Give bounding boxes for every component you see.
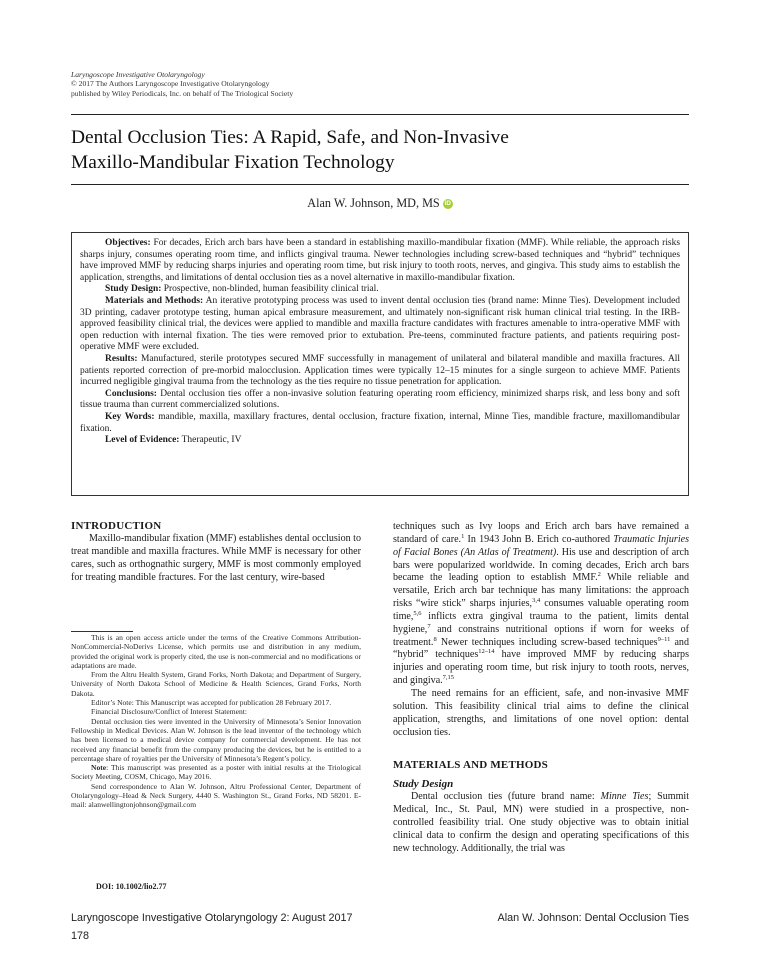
text-span: Dental occlusion ties (future brand name: (411, 791, 601, 803)
journal-masthead (71, 70, 293, 98)
text-span: In 1943 John B. Erich co-authored (464, 533, 614, 545)
footnote-rule (71, 631, 133, 632)
author-name: Alan W. Johnson, MD, MS (307, 196, 440, 210)
abstract-evidence (80, 435, 680, 447)
abstract-design (80, 284, 680, 296)
design-text: Prospective, non-blinded, human feasibility clinical trial. (163, 284, 379, 295)
citation-ref[interactable]: 12–14 (478, 648, 495, 656)
journal-name: Laryngoscope Investigative Otolaryngology (71, 70, 205, 79)
methods-text: An iterative prototyping process was used to invent dental occlusion ties (brand name: Minne Ties). Development included 3D printing, cadaver prototype testing, human apical embrasure measurement, and ultimately non-significant risk human clinical trial testing. In the IRB-approved feasibility clinical trial, the devices were applied to mandible and maxilla fracture candidates with fractures amenable to intra-operative MMF with open reduction with internal fixation. The ties were removed prior to extubation. Pre-teens, comminuted fracture patients, and patients requiring post-operative MMF were excluded. (80, 295, 681, 353)
intro-continued-paragraph (393, 521, 689, 688)
text-span: . His use and description of arch bars were popularized worldwide. In coming decades, Erich arch bars became the leading option to establish MMF. (393, 546, 689, 584)
methods-heading: MATERIALS AND METHODS (393, 759, 548, 772)
footnote-editor-note: Editor’s Note: This Manuscript was accepted for publication 28 February 2017. (91, 698, 332, 708)
objectives-label: Objectives: (105, 238, 151, 248)
citation-ref[interactable]: 1 (461, 532, 465, 540)
text-span: and constrains nutritional options if worn for weeks of treatment. (393, 623, 689, 648)
text-span: have improved MMF by reducing sharps injuries and operating room time, but risk injury to tooth roots, nerves, and gingiva. (393, 649, 689, 687)
footnotes (71, 633, 361, 810)
doi-line[interactable]: DOI: 10.1002/lio2.77 (96, 882, 167, 891)
text-span: Newer techniques including screw-based techniques (436, 636, 658, 648)
citation-ref[interactable]: 9–11 (657, 635, 671, 643)
objectives-text: For decades, Erich arch bars have been a standard in establishing maxillo-mandibular fixation (MMF). While reliable, the approach risks sharps injury, consumes operating room time, and inflicts gingival trauma. Newer technologies including screw-based techniques and “hybrid” techniques have improved MMF by reducing sharps injuries and operating room time, but risk injury to tooth roots, nerves, and gingiva. This study aims to establish the application, strengths, and limitations of dental occlusion ties as a novel alternative in maxillo-mandibular fixation. (80, 238, 680, 283)
footnote-note (71, 763, 361, 782)
abstract-objectives (80, 238, 680, 284)
orcid-icon[interactable]: iD (444, 200, 451, 207)
abstract-methods (80, 296, 680, 354)
methods-label: Materials and Methods: (105, 295, 204, 306)
design-label: Study Design: (105, 284, 162, 295)
footnote-disclosure-title: Financial Disclosure/Conflict of Interest Statement: (91, 707, 247, 717)
abstract-keywords (80, 412, 680, 435)
results-text: Manufactured, sterile prototypes secured MMF successfully in management of unilateral and bilateral mandible and maxilla fractures. All patients reported correction of pre-morbid malocclusion. Application times were typically 12–15 minutes for a single surgeon to achieve MMF. Patients incurred negligible gingival trauma from the technology as the ties require no tissue penetration for application. (80, 353, 680, 388)
text-span: techniques such as Ivy loops and Erich arch bars have remained a standard of care. (393, 521, 689, 545)
citation-ref[interactable]: 5,6 (413, 609, 422, 617)
study-design-heading: Study Design (393, 778, 454, 791)
note-text: : This manuscript was presented as a poster with initial results at the Triological Society Meeting, COSM, Chicago, May 2016. (71, 763, 361, 782)
text-span: While reliable and versatile, Erich arch bar technique has many limitations: the approach risks “wire stick” sharps injuries, (393, 572, 690, 610)
footnote-license: This is an open access article under the terms of the Creative Commons Attribution-NonCommercial-NoDerivs License, which permits use and distribution in any medium, provided the original work is properly cited, the use is non-commercial and no modifications or adaptations are made. (71, 633, 361, 670)
conclusions-text: Dental occlusion ties offer a non-invasive solution featuring operating room efficiency, minimized sharps risk, and less bony and soft tissue trauma than current commercialized solutions. (80, 388, 680, 411)
evidence-label: Level of Evidence: (105, 435, 180, 446)
text-span: inflicts extra gingival trauma to the patient, limits dental hygiene, (393, 610, 689, 635)
abstract-box (71, 232, 689, 496)
book-title: Traumatic Injuries of Facial Bones (An Atlas of Treatment) (393, 533, 689, 558)
footer-running-title: Alan W. Johnson: Dental Occlusion Ties (497, 912, 689, 924)
footnote-correspondence[interactable]: Send correspondence to Alan W. Johnson, Altru Professional Center, Department of Otolaryngology–Head & Neck Surgery, 4440 S. Washington St., Grand Forks, ND 58201. E-mail: alanwellingtonjohnson@gmail.com (71, 781, 361, 810)
abstract-results (80, 354, 680, 389)
publisher-line: published by Wiley Periodicals, Inc. on behalf of The Triological Society (71, 88, 294, 98)
citation-ref[interactable]: 3,4 (532, 597, 541, 605)
evidence-text: Therapeutic, IV (181, 435, 242, 446)
text-span: consumes valuable operating room time, (393, 598, 689, 622)
conclusions-label: Conclusions: (105, 388, 157, 399)
top-rule (71, 114, 689, 115)
introduction-heading: INTRODUCTION (71, 520, 162, 532)
need-paragraph: The need remains for an efficient, safe, and non-invasive MMF solution. This feasibility clinical trial aims to define the clinical application, strengths, and limitations of one novel option: dental occlusion ties. (393, 687, 689, 738)
citation-ref[interactable]: 2 (597, 571, 601, 579)
page-number: 178 (71, 930, 90, 942)
footnote-affiliation: From the Altru Health System, Grand Forks, North Dakota; and Department of Surgery, University of North Dakota School of Medicine & Health Sciences, Grand Forks, North Dakota. (71, 670, 361, 698)
left-column (71, 519, 361, 584)
citation-ref[interactable]: 7 (427, 622, 431, 630)
title-line-2: Maxillo-Mandibular Fixation Technology (71, 151, 395, 173)
author-line (0, 196, 760, 211)
study-design-paragraph (393, 791, 689, 855)
citation-ref[interactable]: 7,15 (442, 674, 455, 682)
footer-journal: Laryngoscope Investigative Otolaryngology 2: August 2017 (71, 912, 353, 924)
title-line-1: Dental Occlusion Ties: A Rapid, Safe, and Non-Invasive (71, 127, 509, 148)
keywords-text: mandible, maxilla, maxillary fractures, dental occlusion, fracture fixation, internal, Minne Ties, mandible fracture, maxillomandibular fixation. (80, 411, 681, 434)
citation-ref[interactable]: 8 (433, 635, 437, 643)
keywords-label: Key Words: (105, 411, 155, 422)
article-title (71, 126, 691, 175)
text-span: and “hybrid” techniques (393, 636, 689, 661)
note-label: Note (91, 763, 107, 773)
title-rule (71, 184, 689, 185)
copyright-line: © 2017 The Authors Laryngoscope Investigative Otolaryngology (71, 79, 270, 89)
abstract-conclusions (80, 389, 680, 412)
spacer (393, 739, 689, 758)
right-column (393, 521, 689, 856)
results-label: Results: (105, 353, 138, 364)
intro-paragraph: Maxillo-mandibular fixation (MMF) establishes dental occlusion to treat mandible and maxilla fractures. While MMF is necessary for other cares, such as orthognathic surgery, MMF is most commonly employed for treating mandible fractures. For the last century, wire-based (71, 533, 361, 583)
brand-name: Minne Ties (600, 791, 649, 803)
footnote-disclosure: Dental occlusion ties were invented in the University of Minnesota’s Senior Innovation Fellowship in Medical Devices. Alan W. Johnson is the lead inventor of the technology which has been licensed to a medical device company for commercial development. He has not received any financial benefit from the company producing the devices, but he is entitled to a percentage share of royalties per the University of Minnesota’s Regent’s policy. (71, 716, 361, 763)
text-span: ; Summit Medical, Inc., St. Paul, MN) were studied in a prospective, non-controlled feasibility trial. One study objective was to obtain initial clinical data to confirm the design and operating specifications of this new technology. Additionally, the trial was (393, 791, 689, 854)
